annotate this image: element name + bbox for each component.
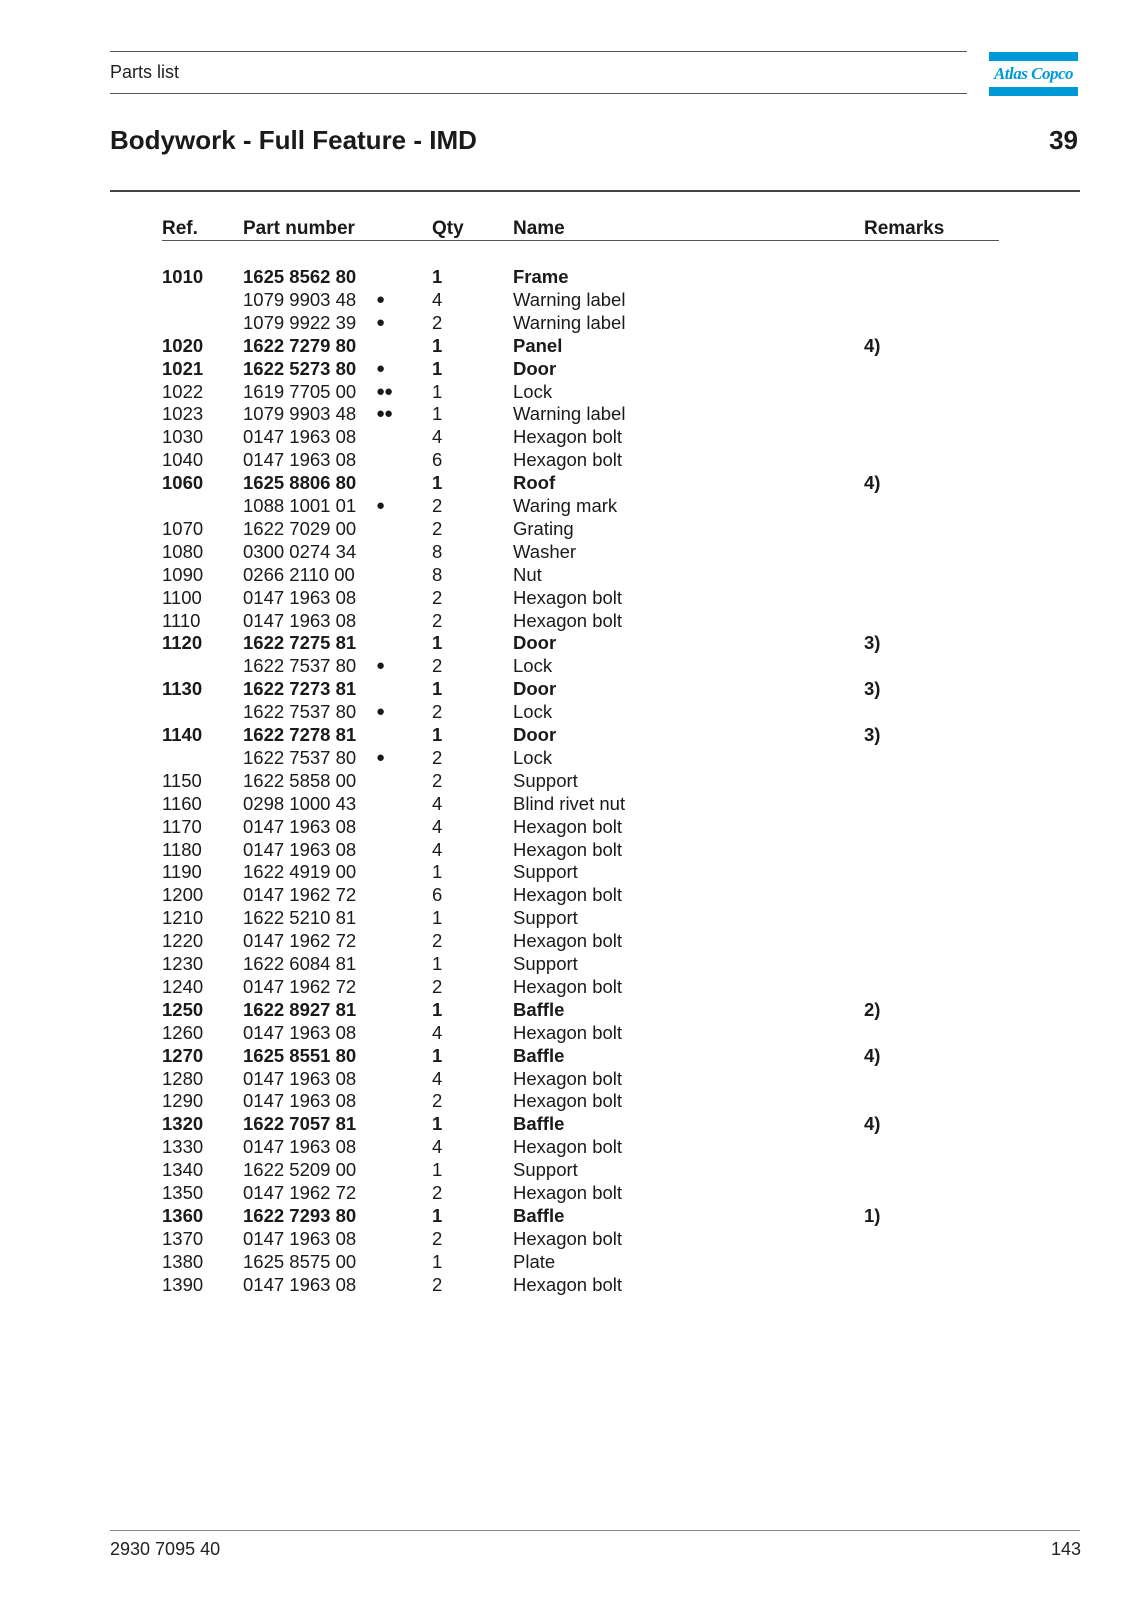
ref-cell: 1390 [162, 1273, 204, 1295]
qty-cell: 1 [432, 403, 443, 425]
ref-cell: 1090 [162, 563, 204, 585]
qty-cell: 2 [432, 495, 443, 516]
qty-cell: 4 [432, 288, 443, 310]
name-cell: Blind rivet nut [513, 792, 626, 814]
remarks-cell: 3) [864, 632, 881, 654]
part-number-cell: 0147 1963 08 [243, 1067, 357, 1089]
name-cell: Hexagon bolt [513, 1021, 623, 1043]
table-row [0, 518, 1131, 541]
section-number: 39 [1049, 125, 1078, 155]
name-cell: Warning label [513, 311, 626, 333]
ref-cell: 1330 [162, 1136, 204, 1158]
name-cell: Lock [513, 655, 553, 677]
name-cell: Lock [513, 701, 553, 723]
name-cell: Door [513, 724, 557, 745]
table-row [0, 1159, 1131, 1182]
part-number-cell: 1622 7537 80 [243, 746, 357, 768]
part-number-cell: 0147 1963 08 [243, 586, 357, 608]
part-number-cell: 1622 7275 81 [243, 632, 357, 654]
ref-cell: 1130 [162, 678, 203, 700]
part-number-cell: 1088 1001 01 [243, 495, 357, 516]
name-cell: Plate [513, 1250, 556, 1272]
part-number-cell: 1079 9903 48 [243, 403, 357, 425]
part-number-cell: 1625 8575 00 [243, 1250, 357, 1272]
name-cell: Support [513, 907, 578, 929]
table-row [0, 587, 1131, 610]
name-cell: Roof [513, 472, 556, 494]
part-number-cell: 0147 1962 72 [243, 1182, 357, 1203]
part-number-cell: 0147 1963 08 [243, 838, 357, 860]
qty-cell: 1 [432, 678, 443, 700]
marker-cell: ● [376, 657, 385, 675]
table-row [0, 358, 1131, 381]
table-row [0, 655, 1131, 678]
part-number-cell: 0300 0274 34 [243, 540, 357, 562]
table-row [0, 472, 1131, 495]
part-number-cell: 0266 2110 00 [243, 563, 355, 585]
qty-cell: 6 [432, 449, 443, 471]
qty-cell: 1 [432, 1250, 443, 1272]
remarks-cell: 3) [864, 678, 881, 700]
ref-cell: 1260 [162, 1021, 204, 1043]
part-number-cell: 1622 7537 80 [243, 701, 357, 723]
ref-cell: 1230 [162, 953, 204, 974]
name-cell: Door [513, 678, 557, 700]
part-number-cell: 1619 7705 00 [243, 380, 357, 402]
table-row [0, 976, 1131, 999]
part-number-cell: 1622 7293 80 [243, 1204, 357, 1226]
table-row [0, 312, 1131, 335]
part-number-cell: 1622 7273 81 [243, 678, 357, 700]
part-number-cell: 0147 1963 08 [243, 1227, 357, 1249]
qty-cell: 4 [432, 815, 443, 837]
page-title: Bodywork - Full Feature - IMD [110, 125, 477, 155]
part-number-cell: 0147 1963 08 [243, 1136, 357, 1158]
qty-cell: 1 [432, 998, 443, 1020]
col-header-part-number: Part number [243, 218, 355, 239]
ref-cell: 1160 [162, 792, 202, 814]
part-number-cell: 1622 6084 81 [243, 953, 357, 974]
name-cell: Hexagon bolt [513, 1273, 623, 1295]
marker-cell: ● [376, 313, 385, 331]
part-number-cell: 0147 1963 08 [243, 1273, 357, 1295]
ref-cell: 1100 [162, 586, 202, 608]
qty-cell: 2 [432, 1182, 443, 1203]
ref-cell: 1080 [162, 540, 204, 562]
name-cell: Nut [513, 563, 542, 585]
table-row [0, 907, 1131, 930]
name-cell: Frame [513, 266, 569, 287]
ref-cell: 1280 [162, 1067, 204, 1089]
name-cell: Hexagon bolt [513, 1227, 623, 1249]
ref-cell: 1350 [162, 1182, 204, 1203]
remarks-cell: 4) [864, 1113, 881, 1135]
col-header-remarks: Remarks [864, 218, 945, 239]
table-row [0, 426, 1131, 449]
part-number-cell: 0147 1963 08 [243, 1090, 357, 1112]
remarks-cell: 3) [864, 724, 881, 745]
ref-cell: 1220 [162, 930, 204, 952]
logo-text: Atlas Copco [993, 64, 1074, 83]
table-row [0, 1182, 1131, 1205]
part-number-cell: 0147 1963 08 [243, 815, 357, 837]
name-cell: Baffle [513, 1113, 565, 1135]
qty-cell: 1 [432, 380, 443, 402]
table-row [0, 884, 1131, 907]
qty-cell: 2 [432, 746, 443, 768]
ref-cell: 1120 [162, 632, 203, 654]
qty-cell: 4 [432, 1067, 443, 1089]
qty-cell: 1 [432, 953, 443, 974]
qty-cell: 2 [432, 1273, 443, 1295]
part-number-cell: 0147 1962 72 [243, 975, 357, 997]
table-row [0, 266, 1131, 289]
ref-cell: 1170 [162, 815, 202, 837]
qty-cell: 1 [432, 907, 443, 929]
part-number-cell: 1622 5210 81 [243, 907, 357, 929]
col-header-qty: Qty [432, 218, 464, 239]
name-cell: Baffle [513, 1204, 565, 1226]
name-cell: Lock [513, 380, 553, 402]
qty-cell: 2 [432, 517, 443, 539]
table-row [0, 403, 1131, 426]
table-row [0, 381, 1131, 404]
ref-cell: 1250 [162, 998, 204, 1020]
remarks-cell: 1) [864, 1204, 881, 1226]
part-number-cell: 1625 8562 80 [243, 266, 357, 287]
name-cell: Hexagon bolt [513, 426, 623, 448]
qty-cell: 1 [432, 357, 443, 379]
qty-cell: 1 [432, 1159, 443, 1181]
qty-cell: 1 [432, 1204, 443, 1226]
table-row [0, 632, 1131, 655]
qty-cell: 4 [432, 1021, 443, 1043]
table-row [0, 770, 1131, 793]
col-header-name: Name [513, 218, 565, 239]
part-number-cell: 0147 1962 72 [243, 884, 357, 906]
part-number-cell: 1622 7029 00 [243, 517, 357, 539]
table-row [0, 1068, 1131, 1091]
qty-cell: 6 [432, 884, 443, 906]
table-row [0, 1205, 1131, 1228]
part-number-cell: 1079 9903 48 [243, 288, 357, 310]
header-top-rule [110, 51, 967, 52]
name-cell: Hexagon bolt [513, 975, 623, 997]
ref-cell: 1360 [162, 1204, 204, 1226]
marker-cell: ● [376, 748, 385, 766]
table-row [0, 1251, 1131, 1274]
part-number-cell: 1622 7278 81 [243, 724, 357, 745]
table-row [0, 1113, 1131, 1136]
header-bottom-rule [110, 93, 967, 94]
name-cell: Support [513, 769, 578, 791]
qty-cell: 8 [432, 563, 443, 585]
table-header-rule [162, 240, 999, 241]
table-row [0, 1022, 1131, 1045]
name-cell: Support [513, 953, 578, 974]
name-cell: Hexagon bolt [513, 1136, 623, 1158]
table-row [0, 1228, 1131, 1251]
marker-cell: ● [376, 703, 385, 721]
table-row [0, 564, 1131, 587]
table-row [0, 289, 1131, 312]
marker-cell: ●● [376, 405, 393, 423]
remarks-cell: 2) [864, 998, 881, 1020]
ref-cell: 1010 [162, 266, 204, 287]
header-label: Parts list [110, 62, 180, 82]
name-cell: Hexagon bolt [513, 1067, 623, 1089]
ref-cell: 1370 [162, 1227, 204, 1249]
name-cell: Hexagon bolt [513, 884, 623, 906]
table-row [0, 999, 1131, 1022]
qty-cell: 1 [432, 266, 443, 287]
ref-cell: 1180 [162, 838, 202, 860]
ref-cell: 1070 [162, 517, 204, 539]
name-cell: Baffle [513, 1044, 565, 1066]
ref-cell: 1060 [162, 472, 204, 494]
page-number: 143 [1050, 1539, 1081, 1559]
ref-cell: 1200 [162, 884, 204, 906]
part-number-cell: 1622 8927 81 [243, 998, 357, 1020]
name-cell: Waring mark [513, 495, 618, 516]
name-cell: Door [513, 357, 557, 379]
qty-cell: 2 [432, 701, 443, 723]
marker-cell: ●● [376, 382, 393, 400]
qty-cell: 2 [432, 769, 443, 791]
name-cell: Lock [513, 746, 553, 768]
name-cell: Panel [513, 334, 563, 356]
ref-cell: 1022 [162, 380, 204, 402]
ref-cell: 1240 [162, 975, 204, 997]
qty-cell: 1 [432, 1044, 443, 1066]
ref-cell: 1023 [162, 403, 204, 425]
name-cell: Hexagon bolt [513, 609, 623, 631]
ref-cell: 1190 [162, 861, 202, 883]
part-number-cell: 0147 1963 08 [243, 1021, 357, 1043]
ref-cell: 1380 [162, 1250, 204, 1272]
name-cell: Hexagon bolt [513, 449, 623, 471]
name-cell: Hexagon bolt [513, 815, 623, 837]
name-cell: Hexagon bolt [513, 586, 623, 608]
name-cell: Warning label [513, 403, 626, 425]
marker-cell: ● [376, 497, 385, 514]
name-cell: Support [513, 861, 578, 883]
part-number-cell: 1622 5273 80 [243, 357, 357, 379]
part-number-cell: 1079 9922 39 [243, 311, 357, 333]
qty-cell: 4 [432, 792, 443, 814]
marker-cell: ● [376, 290, 385, 308]
name-cell: Washer [513, 540, 577, 562]
ref-cell: 1150 [162, 769, 202, 791]
name-cell: Warning label [513, 288, 626, 310]
table-row [0, 678, 1131, 701]
qty-cell: 1 [432, 724, 443, 745]
qty-cell: 1 [432, 472, 443, 494]
table-row [0, 793, 1131, 816]
qty-cell: 1 [432, 1113, 443, 1135]
qty-cell: 2 [432, 975, 443, 997]
qty-cell: 2 [432, 655, 443, 677]
table-row [0, 930, 1131, 953]
qty-cell: 2 [432, 586, 443, 608]
title-rule [110, 190, 1080, 192]
part-number-cell: 1622 7537 80 [243, 655, 357, 677]
table-row [0, 1136, 1131, 1159]
part-number-cell: 1622 7057 81 [243, 1113, 357, 1135]
table-row [0, 1274, 1131, 1297]
table-row [0, 724, 1131, 747]
table-row [0, 839, 1131, 862]
qty-cell: 2 [432, 1227, 443, 1249]
name-cell: Support [513, 1159, 578, 1181]
table-row [0, 335, 1131, 358]
table-row [0, 701, 1131, 724]
part-number-cell: 1622 4919 00 [243, 861, 357, 883]
part-number-cell: 0298 1000 43 [243, 792, 357, 814]
part-number-cell: 0147 1962 72 [243, 930, 357, 952]
table-row [0, 495, 1131, 518]
table-row [0, 1045, 1131, 1068]
part-number-cell: 1622 5209 00 [243, 1159, 357, 1181]
table-row [0, 449, 1131, 472]
qty-cell: 2 [432, 930, 443, 952]
name-cell: Baffle [513, 998, 565, 1020]
name-cell: Hexagon bolt [513, 838, 623, 860]
qty-cell: 4 [432, 838, 443, 860]
ref-cell: 1140 [162, 724, 203, 745]
qty-cell: 1 [432, 632, 443, 654]
qty-cell: 8 [432, 540, 443, 562]
marker-cell: ● [376, 359, 385, 377]
name-cell: Hexagon bolt [513, 1090, 623, 1112]
qty-cell: 2 [432, 609, 443, 631]
part-number-cell: 0147 1963 08 [243, 426, 357, 448]
remarks-cell: 4) [864, 1044, 881, 1066]
part-number-cell: 1622 5858 00 [243, 769, 357, 791]
ref-cell: 1210 [162, 907, 204, 929]
part-number-cell: 0147 1963 08 [243, 609, 357, 631]
name-cell: Grating [513, 517, 574, 539]
table-row [0, 816, 1131, 839]
table-row [0, 747, 1131, 770]
ref-cell: 1021 [162, 357, 204, 379]
ref-cell: 1040 [162, 449, 204, 471]
remarks-cell: 4) [864, 472, 881, 494]
part-number-cell: 1625 8806 80 [243, 472, 357, 494]
table-row [0, 1090, 1131, 1113]
qty-cell: 2 [432, 1090, 443, 1112]
col-header-ref: Ref. [162, 218, 198, 239]
ref-cell: 1110 [162, 609, 201, 631]
part-number-cell: 1625 8551 80 [243, 1044, 357, 1066]
ref-cell: 1270 [162, 1044, 204, 1066]
part-number-cell: 1622 7279 80 [243, 334, 357, 356]
ref-cell: 1340 [162, 1159, 204, 1181]
qty-cell: 4 [432, 1136, 443, 1158]
ref-cell: 1290 [162, 1090, 204, 1112]
footer-rule [110, 1530, 1080, 1531]
remarks-cell: 4) [864, 334, 881, 356]
qty-cell: 1 [432, 861, 443, 883]
table-row [0, 953, 1131, 976]
name-cell: Hexagon bolt [513, 1182, 623, 1203]
qty-cell: 1 [432, 334, 443, 356]
part-number-cell: 0147 1963 08 [243, 449, 357, 471]
qty-cell: 2 [432, 311, 443, 333]
table-row [0, 610, 1131, 633]
table-row [0, 861, 1131, 884]
qty-cell: 4 [432, 426, 443, 448]
document-number: 2930 7095 40 [110, 1539, 221, 1559]
ref-cell: 1320 [162, 1113, 204, 1135]
atlas-copco-logo [989, 52, 1078, 96]
ref-cell: 1020 [162, 334, 204, 356]
ref-cell: 1030 [162, 426, 204, 448]
name-cell: Hexagon bolt [513, 930, 623, 952]
name-cell: Door [513, 632, 557, 654]
table-row [0, 541, 1131, 564]
